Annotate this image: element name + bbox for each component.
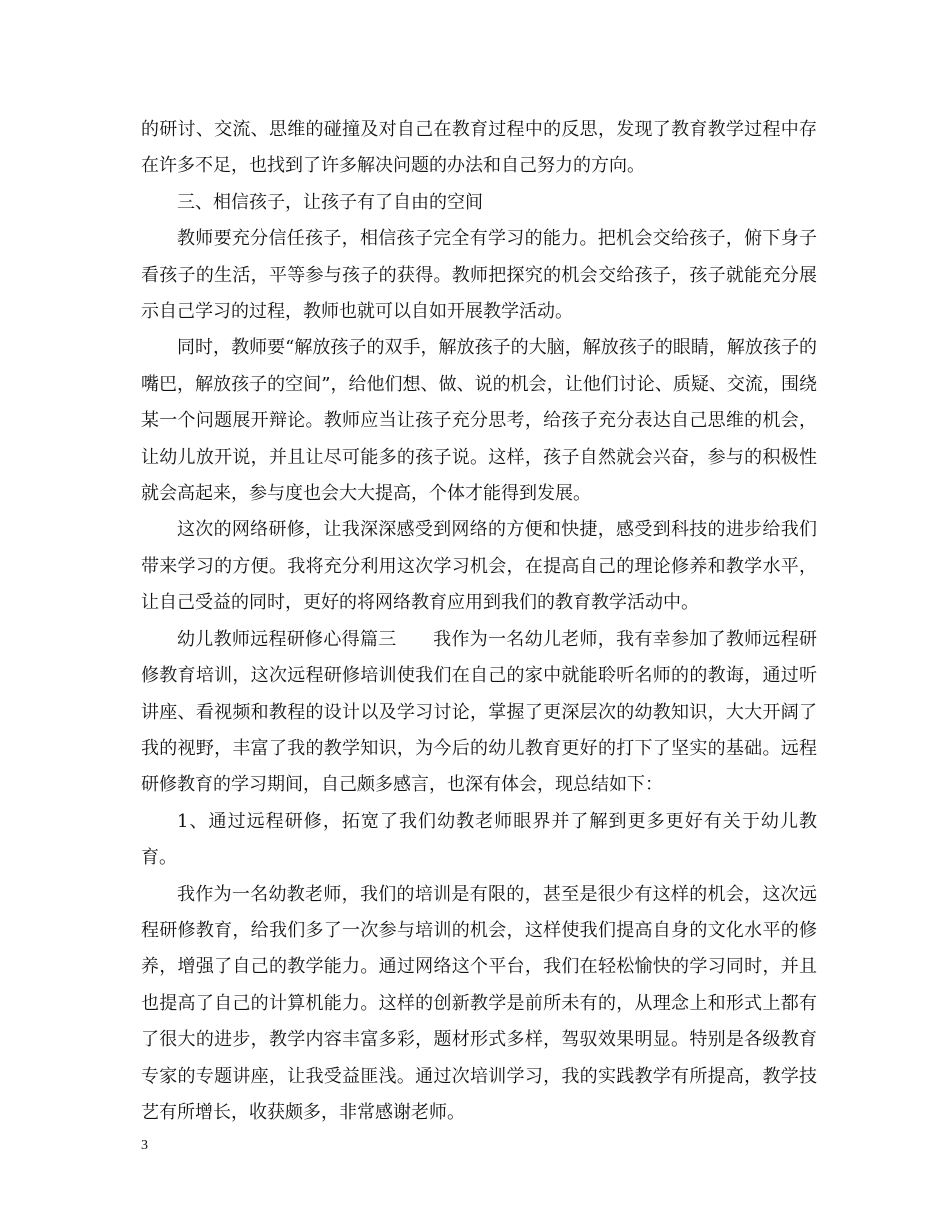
paragraph: 我作为一名幼教老师，我们的培训是有限的，甚至是很少有这样的机会，这次远程研修教育，给我们多了一次参与培训的机会，这样使我们提高自身的文化水平的修养，增强了自己的教学能力。通过网络这个平台，我们在轻松愉快的学习同时，并且也提高了自己的计算机能力。这样的创新教学是前所未有的，从理念上和形式上都有了很大的进步，教学内容丰富多彩，题材形式多样，驾驭效果明显。特别是各级教育专家的专题讲座，让我受益匪浅。通过次培训学习，我的实践教学有所提高，教学技艺有所增长，收获颇多，非常感谢老师。 — [141, 883, 817, 1123]
paragraph: 教师要充分信任孩子，相信孩子完全有学习的能力。把机会交给孩子，俯下身子看孩子的生活，平等参与孩子的获得。教师把探究的机会交给孩子，孩子就能充分展示自己学习的过程，教师也就可以自如开展教学活动。 — [141, 228, 817, 323]
paragraph: 这次的网络研修，让我深深感受到网络的方便和快捷，感受到科技的进步给我们带来学习的方便。我将充分利用这次学习机会，在提高自己的理论修养和教学水平，让自己受益的同时，更好的将网络教育应用到我们的教育教学活动中。 — [141, 519, 817, 614]
paragraph: 幼儿教师远程研修心得篇三 我作为一名幼儿老师，我有幸参加了教师远程研修教育培训，这次远程研修培训使我们在自己的家中就能聆听名师的的教诲，通过听讲座、看视频和教程的设计以及学习讨论，掌握了更深层次的幼教知识，大大开阔了我的视野，丰富了我的教学知识，为今后的幼儿教育更好的打下了坚实的基础。远程研修教育的学习期间，自己颇多感言，也深有体会，现总结如下： — [141, 628, 817, 796]
section-heading: 三、相信孩子，让孩子有了自由的空间 — [177, 191, 483, 213]
paragraph-continuation: 的研讨、交流、思维的碰撞及对自己在教育过程中的反思，发现了教育教学过程中存在许多不足，也找到了许多解决问题的办法和自己努力的方向。 — [141, 119, 817, 177]
page-number: 3 — [141, 1138, 148, 1153]
paragraph: 同时，教师要“解放孩子的双手，解放孩子的大脑，解放孩子的眼睛，解放孩子的嘴巴，解放孩子的空间”，给他们想、做、说的机会，让他们讨论、质疑、交流，围绕某一个问题展开辩论。教师应当让孩子充分思考，给孩子充分表达自己思维的机会，让幼儿放开说，并且让尽可能多的孩子说。这样，孩子自然就会兴奋，参与的积极性就会高起来，参与度也会大大提高，个体才能得到发展。 — [141, 337, 817, 505]
document-body — [141, 112, 817, 1131]
paragraph: 1、通过远程研修，拓宽了我们幼教老师眼界并了解到更多更好有关于幼儿教育。 — [141, 810, 817, 869]
